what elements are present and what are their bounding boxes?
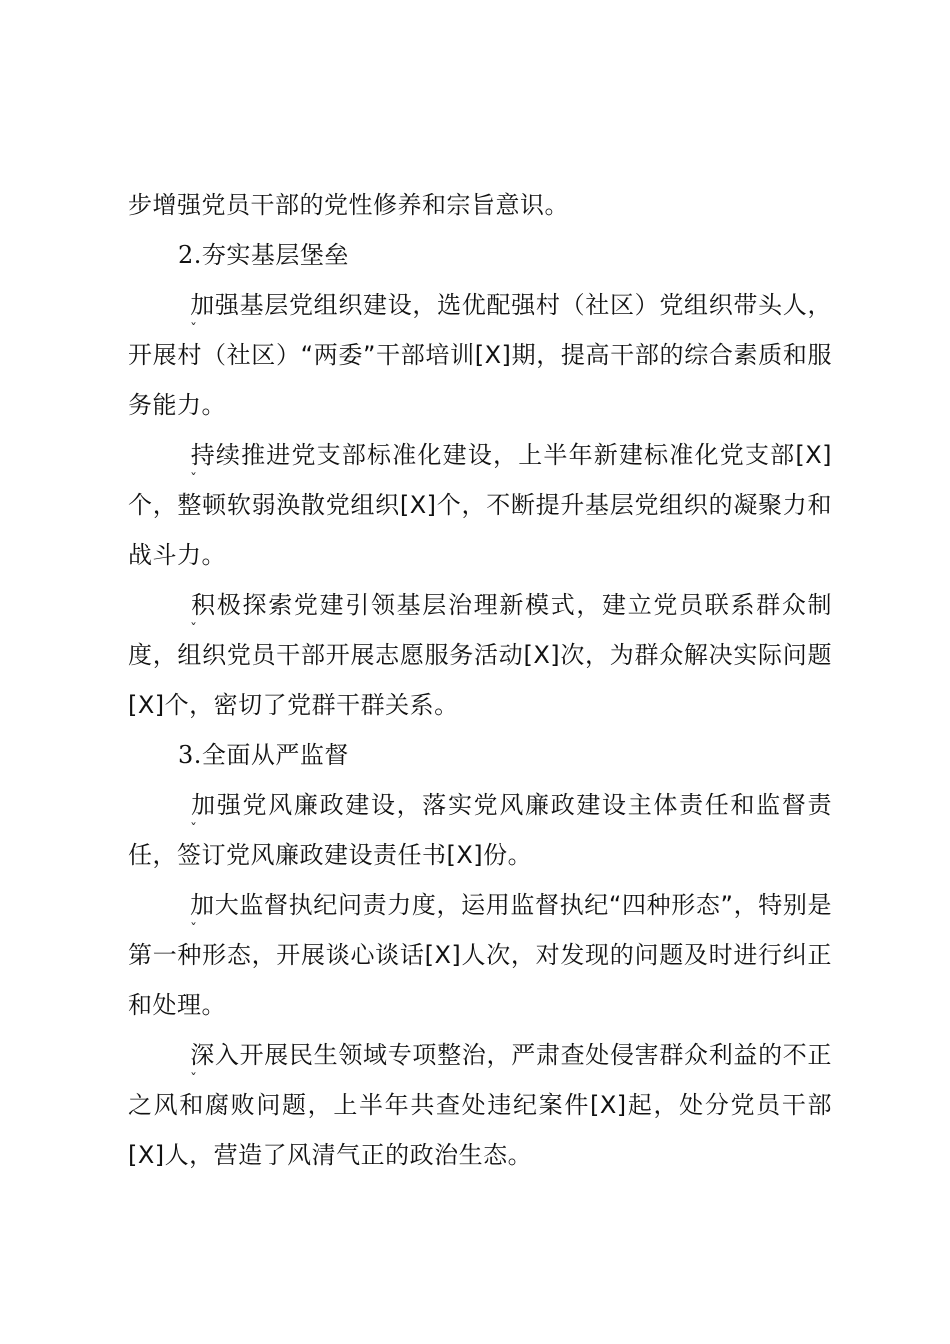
bullet-mark-icon: ˇ [190,1072,198,1088]
heading-number: 2. [178,241,202,269]
paragraph-text: 持续推进党支部标准化建设，上半年新建标准化党支部[X]个，整顿软弱涣散党组织[X]个，不断提升基层党组织的凝聚力和战斗力。 [128,441,832,569]
heading-text: 全面从严监督 [201,741,349,769]
document-body [128,180,832,1180]
bullet-mark-icon: ˇ [190,472,198,488]
paragraph: 步增强党员干部的党性修养和宗旨意识。 [128,191,569,219]
paragraph [128,880,832,1030]
section-heading [128,230,832,280]
heading-text: 夯实基层堡垒 [201,241,349,269]
heading-number: 3. [178,741,202,769]
paragraph [128,430,832,580]
paragraph [128,1030,832,1180]
paragraph [128,280,832,430]
section-heading [128,730,832,780]
paragraph-text: 加强基层党组织建设，选优配强村（社区）党组织带头人，开展村（社区）“两委”干部培训[X]期，提高干部的综合素质和服务能力。 [128,291,832,419]
bullet-mark-icon: ˇ [190,822,198,838]
paragraph [128,580,832,730]
bullet-mark-icon: ˇ [190,922,198,938]
bullet-mark-icon: ˇ [190,622,198,638]
bullet-mark-icon: ˇ [190,322,198,338]
paragraph-text: 深入开展民生领域专项整治，严肃查处侵害群众利益的不正之风和腐败问题，上半年共查处违纪案件[X]起，处分党员干部[X]人，营造了风清气正的政治生态。 [128,1041,832,1169]
paragraph [128,780,832,880]
paragraph-text: 加强党风廉政建设，落实党风廉政建设主体责任和监督责任，签订党风廉政建设责任书[X]份。 [128,791,832,869]
paragraph-text: 积极探索党建引领基层治理新模式，建立党员联系群众制度，组织党员干部开展志愿服务活动[X]次，为群众解决实际问题[X]个，密切了党群干群关系。 [128,591,832,719]
paragraph-text: 加大监督执纪问责力度，运用监督执纪“四种形态”，特别是第一种形态，开展谈心谈话[X]人次，对发现的问题及时进行纠正和处理。 [128,891,832,1019]
